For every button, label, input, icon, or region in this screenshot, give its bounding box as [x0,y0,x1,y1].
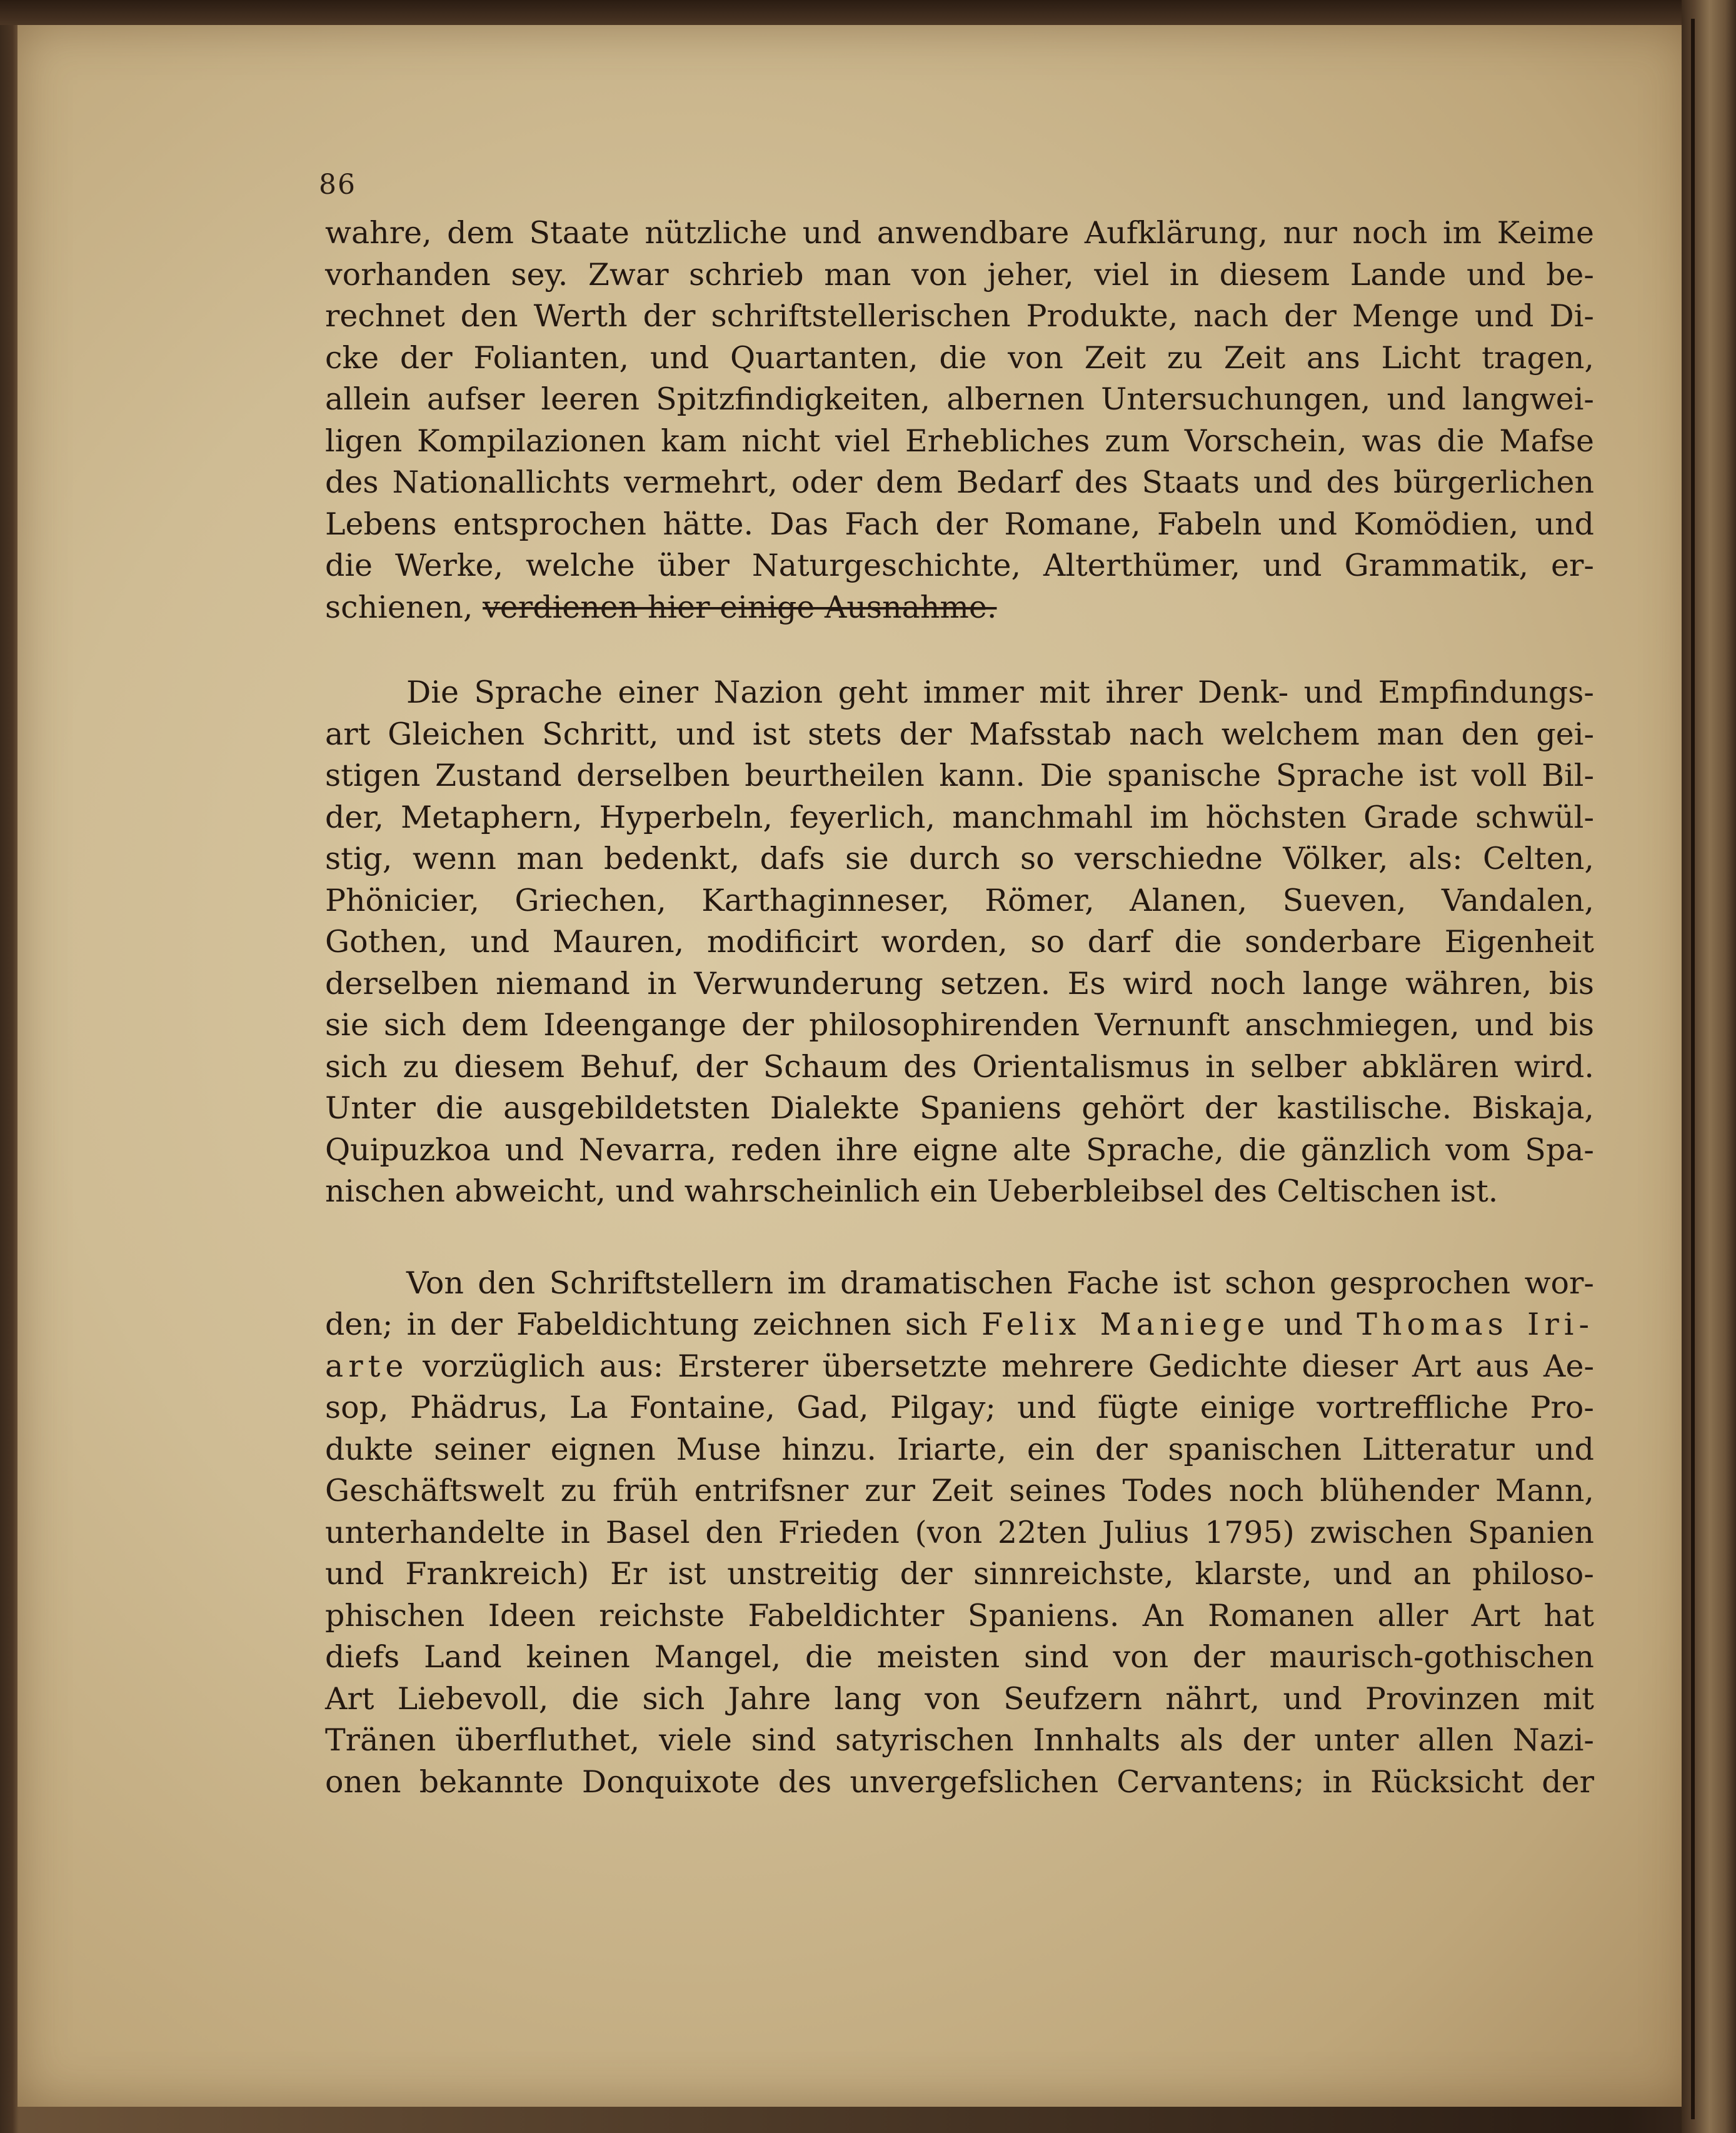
text-line: Unter die ausgebildetsten Dialekte Spaniens gehört der kastilische. Biskaja, [325,1090,1594,1126]
text-line-last: nischen abweicht, und wahrscheinlich ein Ueberbleibsel des Celtischen ist. [325,1173,1498,1209]
text-fragment: den; in der Fabeldichtung zeichnen sich [325,1307,968,1342]
text-line: sie sich dem Ideengange der philosophirenden Vernunft anschmiegen, und bis [325,1007,1594,1043]
book-gutter [1682,0,1736,2133]
text-line: cke der Folianten, und Quartanten, die von Zeit zu Zeit ans Licht tragen, [325,339,1594,376]
text-line: die Werke, welche über Naturgeschichte, Alterthümer, und Grammatik, er- [325,548,1594,583]
text-line: rechnet den Werth der schriftstellerischen Produkte, nach der Menge und Di- [325,298,1594,334]
text-line: allein aufser leeren Spitzfindigkeiten, albernen Untersuchungen, und langwei- [325,381,1594,417]
struck-text: verdienen hier einige Ausnahme. [483,589,997,625]
text-line: dukte seiner eignen Muse hinzu. Iriarte, ein der spanischen Litteratur und [325,1431,1594,1467]
paragraph-2 [325,672,1594,1213]
paragraph-spacer [325,628,1594,672]
text-line: der, Metaphern, Hyperbeln, feyerlich, manchmahl im höchsten Grade schwül- [325,799,1594,835]
text-line: Quipuzkoa und Nevarra, reden ihre eigne alte Sprache, die gänzlich vom Spa- [325,1132,1594,1168]
text-line: vorhanden sey. Zwar schrieb man von jeher, viel in diesem Lande und be- [325,256,1594,293]
text-line: Phönicier, Griechen, Karthaginneser, Römer, Alanen, Sueven, Vandalen, [325,882,1594,918]
text-line-last [325,587,1594,629]
text-line: unterhandelte in Basel den Frieden (von 22ten Julius 1795) zwischen Spanien [325,1514,1594,1550]
text-line [325,1346,1594,1388]
text-line [325,1304,1594,1346]
text-line: stigen Zustand derselben beurtheilen kann. Die spanische Sprache ist voll Bil- [325,758,1594,793]
text-fragment: und [1283,1307,1343,1342]
author-name: Thomas Iri- [1357,1307,1595,1342]
text-line: Art Liebevoll, die sich Jahre lang von Seufzern nährt, und Provinzen mit [325,1680,1594,1717]
paragraph-1 [325,213,1594,628]
text-line: sich zu diesem Behuf, der Schaum des Orientalismus in selber abklären wird. [325,1048,1594,1085]
author-name: Felix Maniege [981,1307,1270,1342]
text-line: wahre, dem Staate nützliche und anwendbare Aufklärung, nur noch im Keime [325,215,1594,251]
text-line: art Gleichen Schritt, und ist stets der Mafsstab nach welchem man den gei- [325,716,1594,752]
author-name: arte [325,1348,409,1384]
text-line: derselben niemand in Verwunderung setzen. Es wird noch lange währen, bis [325,965,1594,1001]
paragraph-spacer [325,1213,1594,1263]
text-line: sop, Phädrus, La Fontaine, Gad, Pilgay; und fügte einige vortreffliche Pro- [325,1390,1594,1425]
text-line: Geschäftswelt zu früh entrifsner zur Zeit seines Todes noch blühender Mann, [325,1473,1594,1508]
paragraph-3 [325,1263,1594,1804]
text-line: Tränen überfluthet, viele sind satyrischen Innhalts als der unter allen Nazi- [325,1722,1594,1758]
text-fragment: schienen, [325,589,473,625]
text-line: onen bekannte Donquixote des unvergefslichen Cervantens; in Rücksicht der [325,1764,1594,1800]
text-line: Lebens entsprochen hätte. Das Fach der Romane, Fabeln und Komödien, und [325,506,1594,542]
text-line: ligen Kompilazionen kam nicht viel Erhebliches zum Vorschein, was die Mafse [325,423,1594,459]
text-line: Von den Schriftstellern im dramatischen Fache ist schon gesprochen wor- [406,1265,1594,1301]
text-line: phischen Ideen reichste Fabeldichter Spaniens. An Romanen aller Art hat [325,1597,1594,1634]
text-line: Gothen, und Mauren, modificirt worden, so darf die sonderbare Eigenheit [325,924,1594,960]
binding-line [1691,19,1695,2119]
text-line: Die Sprache einer Nazion geht immer mit ihrer Denk- und Empfindungs- [406,675,1594,710]
text-line: des Nationallichts vermehrt, oder dem Bedarf des Staats und des bürgerlichen [325,464,1594,500]
page-top-edge [0,0,1736,25]
text-fragment: vorzüglich aus: Ersterer übersetzte mehrere Gedichte dieser Art aus Ae- [423,1348,1594,1384]
text-line: diefs Land keinen Mangel, die meisten sind von der maurisch-gothischen [325,1639,1594,1675]
page-number: 86 [319,169,356,201]
text-line: stig, wenn man bedenkt, dafs sie durch so verschiedne Völker, als: Celten, [325,841,1594,876]
text-line: und Frankreich) Er ist unstreitig der sinnreichste, klarste, und an philoso- [325,1556,1594,1592]
page-body [325,213,1594,1803]
